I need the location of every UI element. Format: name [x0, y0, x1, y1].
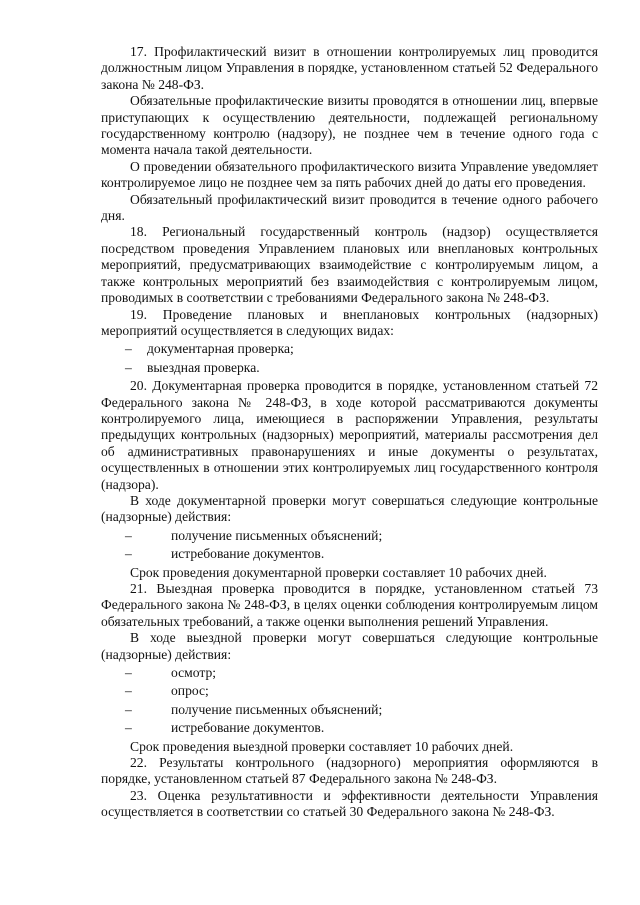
dash-marker: – [125, 341, 132, 357]
list-item-text: осмотр; [171, 665, 217, 681]
list-item [101, 360, 598, 376]
paragraph-17: 17. Профилактический визит в отношении контролируемых лиц проводится должностным лицом Управления в порядке, установленном статьей 52 Федерального закона № 248-ФЗ. [101, 44, 598, 92]
dash-marker: – [125, 527, 132, 543]
paragraph-20-term: Срок проведения документарной проверки составляет 10 рабочих дней. [130, 564, 547, 580]
paragraph-22: 22. Результаты контрольного (надзорного) мероприятия оформляются в порядке, установленном статьей 87 Федерального закона № 248-ФЗ. [101, 755, 598, 787]
list-item-text: истребование документов. [171, 720, 325, 736]
document-page [101, 44, 598, 821]
list-item-text: получение письменных объяснений; [171, 701, 383, 717]
paragraph-21-actions: В ходе выездной проверки могут совершаться следующие контрольные (надзорные) действия: [101, 630, 598, 662]
dash-marker: – [125, 546, 132, 562]
list-item [101, 720, 598, 736]
dash-marker: – [125, 701, 132, 717]
list-19 [101, 341, 598, 376]
list-item [101, 546, 598, 562]
paragraph-21-term: Срок проведения выездной проверки составляет 10 рабочих дней. [130, 738, 514, 754]
list-20 [101, 528, 598, 563]
paragraph-21: 21. Выездная проверка проводится в порядке, установленном статьей 73 Федерального закона № 248-ФЗ, в целях оценки соблюдения контролируемым лицом обязательных требований, а также оценки выполнения решений Управления. [101, 581, 598, 629]
paragraph-18: 18. Региональный государственный контроль (надзор) осуществляется посредством проведения Управлением плановых или внеплановых контрольных мероприятий, предусматривающих взаимодействие с контролируемым лицом, а также контрольных мероприятий без взаимодействия с контролируемым лицом, проводимых в соответствии с требованиями Федерального закона № 248-ФЗ. [101, 224, 598, 306]
dash-marker: – [125, 720, 132, 736]
list-item-text: выездная проверка. [147, 359, 260, 375]
list-item [101, 683, 598, 699]
list-item [101, 341, 598, 357]
list-item-text: опрос; [171, 683, 209, 699]
list-21 [101, 665, 598, 737]
dash-marker: – [125, 359, 132, 375]
dash-marker: – [125, 665, 132, 681]
paragraph-17-mandatory: Обязательные профилактические визиты проводятся в отношении лиц, впервые приступающих к осуществлению деятельности, подлежащей региональному государственному контролю (надзору), не позднее чем в течение одного года с момента начала такой деятельности. [101, 93, 598, 158]
dash-marker: – [125, 683, 132, 699]
list-item [101, 702, 598, 718]
list-item-text: истребование документов. [171, 546, 325, 562]
list-item-text: документарная проверка; [147, 341, 294, 357]
paragraph-20-actions: В ходе документарной проверки могут совершаться следующие контрольные (надзорные) действия: [101, 492, 598, 525]
list-item [101, 665, 598, 681]
paragraph-19: 19. Проведение плановых и внеплановых контрольных (надзорных) мероприятий осуществляется в следующих видах: [101, 306, 598, 338]
paragraph-23: 23. Оценка результативности и эффективности деятельности Управления осуществляется в соответствии со статьей 30 Федерального закона № 248-ФЗ. [101, 787, 598, 820]
paragraph-17-duration: Обязательный профилактический визит проводится в течение одного рабочего дня. [101, 191, 598, 224]
paragraph-20: 20. Документарная проверка проводится в порядке, установленном статьей 72 Федерального закона № 248-ФЗ, в ходе которой рассматриваются документы контролируемого лица, имеющиеся в распоряжении Управления, результаты предыдущих контрольных (надзорных) мероприятий, материалы рассмотрения дел об административных правонарушениях и иные документы о результатах, осуществленных в отношении этих контролируемых лиц государственного контроля (надзора). [101, 378, 598, 492]
list-item [101, 528, 598, 544]
list-item-text: получение письменных объяснений; [171, 527, 383, 543]
paragraph-17-notice: О проведении обязательного профилактического визита Управление уведомляет контролируемое лицо не позднее чем за пять рабочих дней до даты его проведения. [101, 158, 598, 191]
